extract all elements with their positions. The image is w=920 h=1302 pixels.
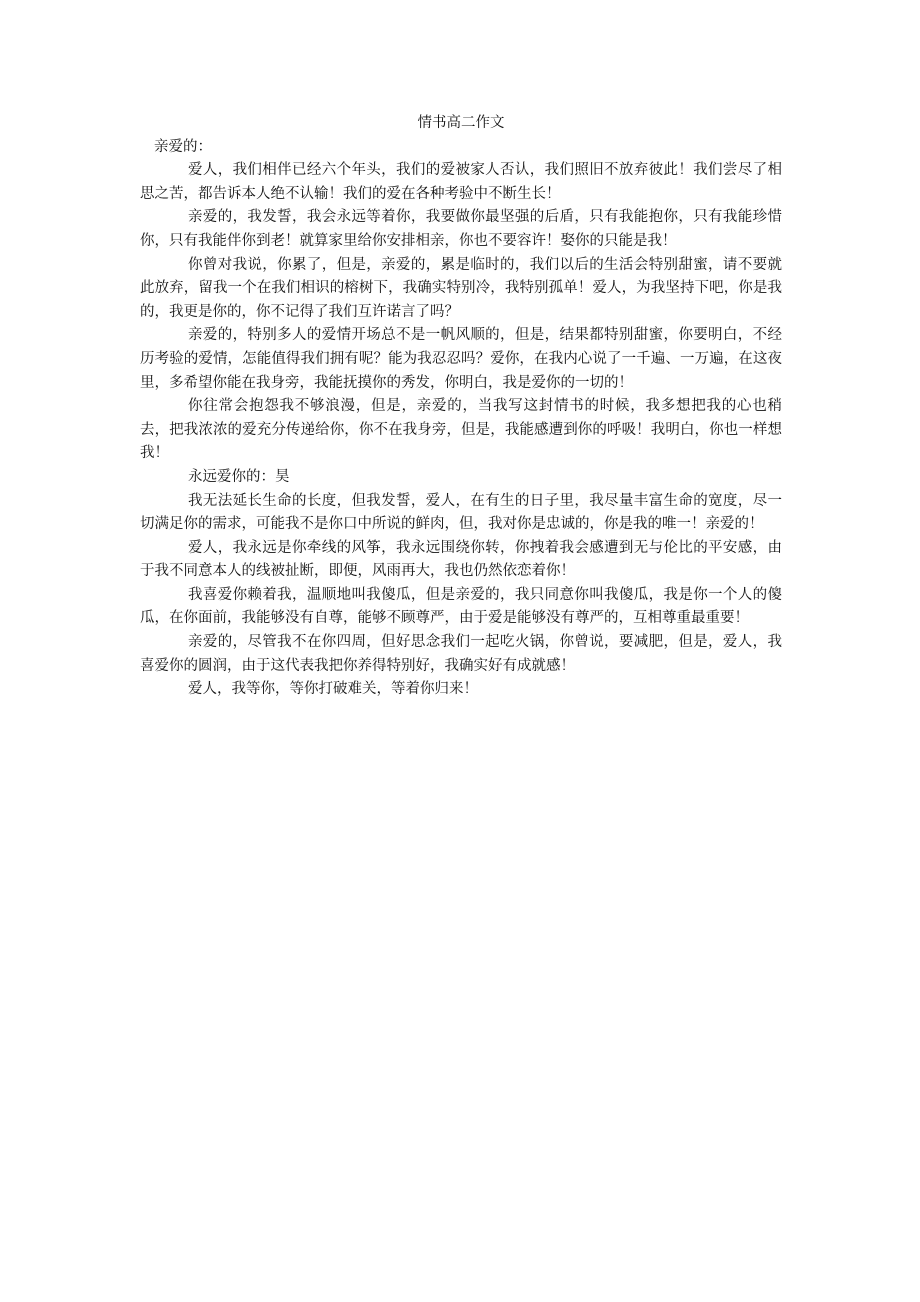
paragraph: 我无法延长生命的长度，但我发誓，爱人，在有生的日子里，我尽量丰富生命的宽度，尽一切满足你的需求，可能我不是你口中所说的鲜肉，但，我对你是忠诚的，你是我的唯一！亲爱的！ xyxy=(140,492,782,533)
paragraph: 我喜爱你赖着我，温顺地叫我傻瓜，但是亲爱的，我只同意你叫我傻瓜，我是你一个人的傻瓜，在你面前，我能够没有自尊，能够不顾尊严，由于爱是能够没有尊严的，互相尊重最重要！ xyxy=(140,586,782,627)
salutation: 亲爱的： xyxy=(154,138,212,155)
paragraph: 亲爱的，我发誓，我会永远等着你，我要做你最坚强的后盾，只有我能抱你，只有我能珍惜你，只有我能伴你到老！就算家里给你安排相亲，你也不要容许！娶你的只能是我！ xyxy=(140,209,782,249)
paragraph: 亲爱的，尽管我不在你四周，但好思念我们一起吃火锅，你曾说，要减肥，但是，爱人，我喜爱你的圆润，由于这代表我把你养得特别好，我确实好有成就感！ xyxy=(140,634,782,674)
document-page xyxy=(140,112,782,702)
document-title: 情书高二作文 xyxy=(417,115,505,131)
paragraph: 你往常会抱怨我不够浪漫，但是，亲爱的，当我写这封情书的时候，我多想把我的心也稍去，把我浓浓的爱充分传递给你，你不在我身旁，但是，我能感遭到你的呼吸！我明白，你也一样想我！ xyxy=(140,398,782,462)
paragraph: 亲爱的，特别多人的爱情开场总不是一帆风顺的，但是，结果都特别甜蜜，你要明白，不经历考验的爱情，怎能值得我们拥有呢？能为我忍忍吗？爱你，在我内心说了一千遍、一万遍，在这夜里，多希望你能在我身旁，我能抚摸你的秀发，你明白，我是爱你的一切的！ xyxy=(140,327,782,391)
paragraph: 爱人，我们相伴已经六个年头，我们的爱被家人否认，我们照旧不放弃彼此！我们尝尽了相思之苦，都告诉本人绝不认输！我们的爱在各种考验中不断生长！ xyxy=(140,162,782,202)
paragraph: 爱人，我永远是你牵线的风筝，我永远围绕你转，你拽着我会感遭到无与伦比的平安感，由于我不同意本人的线被扯断，即便，风雨再大，我也仍然依恋着你！ xyxy=(140,539,782,580)
paragraph: 你曾对我说，你累了，但是，亲爱的，累是临时的，我们以后的生活会特别甜蜜，请不要就此放弃，留我一个在我们相识的榕树下，我确实特别冷，我特别孤单！爱人，为我坚持下吧，你是我的，我更是你的，你不记得了我们互许诺言了吗？ xyxy=(140,256,782,320)
signature-line: 永远爱你的：昊 xyxy=(188,468,290,485)
paragraph: 爱人，我等你，等你打破难关，等着你归来！ xyxy=(188,681,478,698)
